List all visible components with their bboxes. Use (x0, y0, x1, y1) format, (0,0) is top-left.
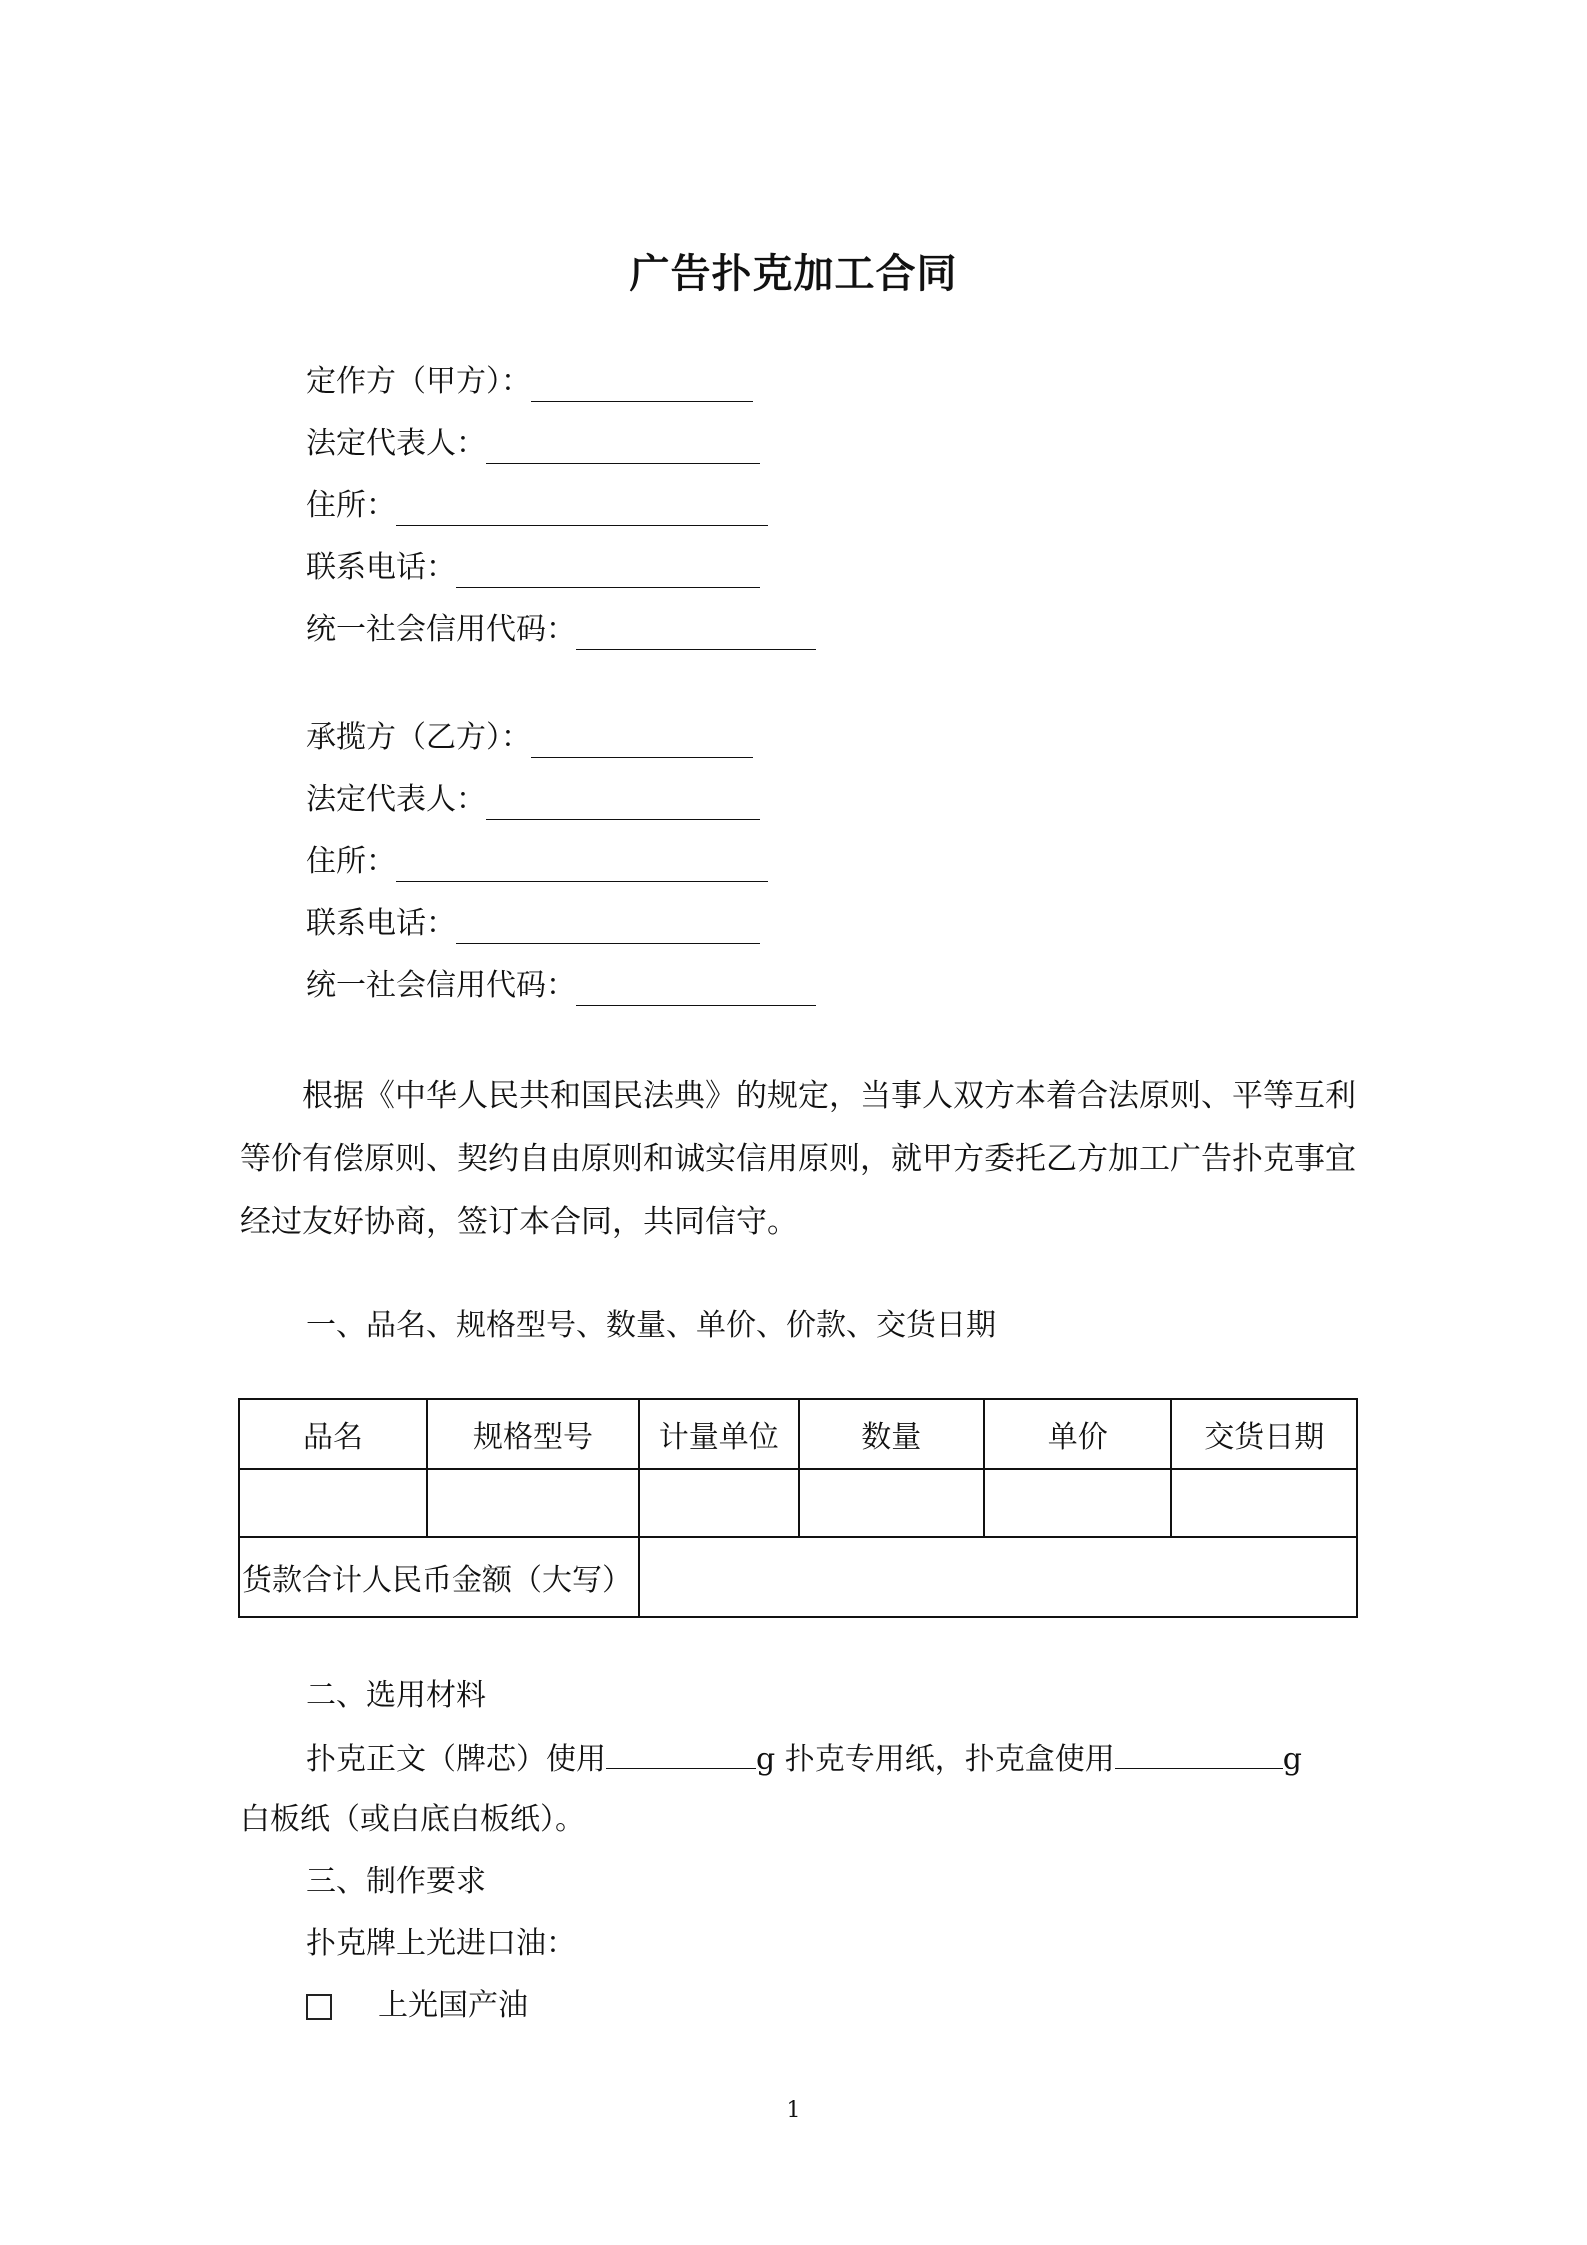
goods-table (238, 1398, 1358, 1618)
party-a-credit-field (306, 610, 816, 650)
party-b-phone-field (306, 904, 760, 944)
option-label: 上光国产油 (378, 1988, 528, 2023)
requirement-line: 扑克牌上光进口油： (306, 1926, 576, 1961)
table-header-row (239, 1399, 1357, 1469)
table-cell[interactable] (639, 1469, 799, 1537)
table-cell[interactable] (1171, 1469, 1357, 1537)
table-cell[interactable] (239, 1469, 427, 1537)
party-b-rep-label: 法定代表人： (306, 782, 486, 817)
party-a-address-label: 住所： (306, 488, 396, 523)
party-b-address-field (306, 842, 768, 882)
party-a-phone-field (306, 548, 760, 588)
table-header-cell: 交货日期 (1171, 1399, 1357, 1469)
table-header-cell: 品名 (239, 1399, 427, 1469)
party-b-rep-field (306, 780, 760, 820)
party-a-credit-blank[interactable] (576, 617, 816, 650)
party-b-name-label: 承揽方（乙方）： (306, 720, 531, 755)
party-a-phone-label: 联系电话： (306, 550, 456, 585)
party-b-rep-blank[interactable] (486, 787, 760, 820)
party-b-phone-label: 联系电话： (306, 906, 456, 941)
party-b-address-blank[interactable] (396, 849, 768, 882)
party-b-credit-blank[interactable] (576, 973, 816, 1006)
page-number: 1 (786, 2098, 801, 2123)
option-row (306, 1986, 528, 2026)
party-a-rep-blank[interactable] (486, 431, 760, 464)
materials-text-3: g (1282, 1742, 1302, 1777)
party-b-credit-label: 统一社会信用代码： (306, 968, 576, 1003)
total-amount-cell[interactable] (639, 1537, 1357, 1617)
party-a-rep-field (306, 424, 760, 464)
party-a-name-label: 定作方（甲方）： (306, 364, 531, 399)
table-header-cell: 单价 (984, 1399, 1171, 1469)
paper-weight-blank[interactable] (606, 1738, 756, 1769)
party-b-name-field (306, 718, 753, 758)
party-b-credit-field (306, 966, 816, 1006)
party-a-name-field (306, 362, 753, 402)
table-cell[interactable] (427, 1469, 639, 1537)
materials-line-2: 白板纸（或白底白板纸）。 (240, 1802, 585, 1837)
table-header-cell: 数量 (799, 1399, 984, 1469)
table-header-cell: 计量单位 (639, 1399, 799, 1469)
party-b-phone-blank[interactable] (456, 911, 760, 944)
section-1-heading: 一、品名、规格型号、数量、单价、价款、交货日期 (306, 1308, 996, 1343)
party-a-name-blank[interactable] (531, 369, 753, 402)
section-2-heading: 二、选用材料 (306, 1678, 486, 1713)
box-weight-blank[interactable] (1115, 1738, 1283, 1769)
party-a-phone-blank[interactable] (456, 555, 760, 588)
materials-text-1: 扑克正文（牌芯）使用 (306, 1742, 606, 1777)
intro-paragraph: 根据《中华人民共和国民法典》的规定，当事人双方本着合法原则、平等互利等价有偿原则、契约自由原则和诚实信用原则，就甲方委托乙方加工广告扑克事宜经过友好协商，签订本合同，共同信守。 (240, 1078, 1356, 1240)
party-b-name-blank[interactable] (531, 725, 753, 758)
materials-line (306, 1738, 1356, 1780)
checkbox[interactable] (306, 1994, 332, 2020)
section-3-heading: 三、制作要求 (306, 1864, 486, 1899)
party-a-credit-label: 统一社会信用代码： (306, 612, 576, 647)
materials-text-2: g 扑克专用纸，扑克盒使用 (756, 1742, 1115, 1777)
party-a-rep-label: 法定代表人： (306, 426, 486, 461)
total-amount-label: 货款合计人民币金额（大写） (239, 1537, 639, 1617)
table-header-cell: 规格型号 (427, 1399, 639, 1469)
table-row (239, 1469, 1357, 1537)
table-total-row (239, 1537, 1357, 1617)
contract-title: 广告扑克加工合同 (629, 250, 958, 297)
party-a-address-blank[interactable] (396, 493, 768, 526)
table-cell[interactable] (984, 1469, 1171, 1537)
party-b-address-label: 住所： (306, 844, 396, 879)
table-cell[interactable] (799, 1469, 984, 1537)
party-a-address-field (306, 486, 768, 526)
